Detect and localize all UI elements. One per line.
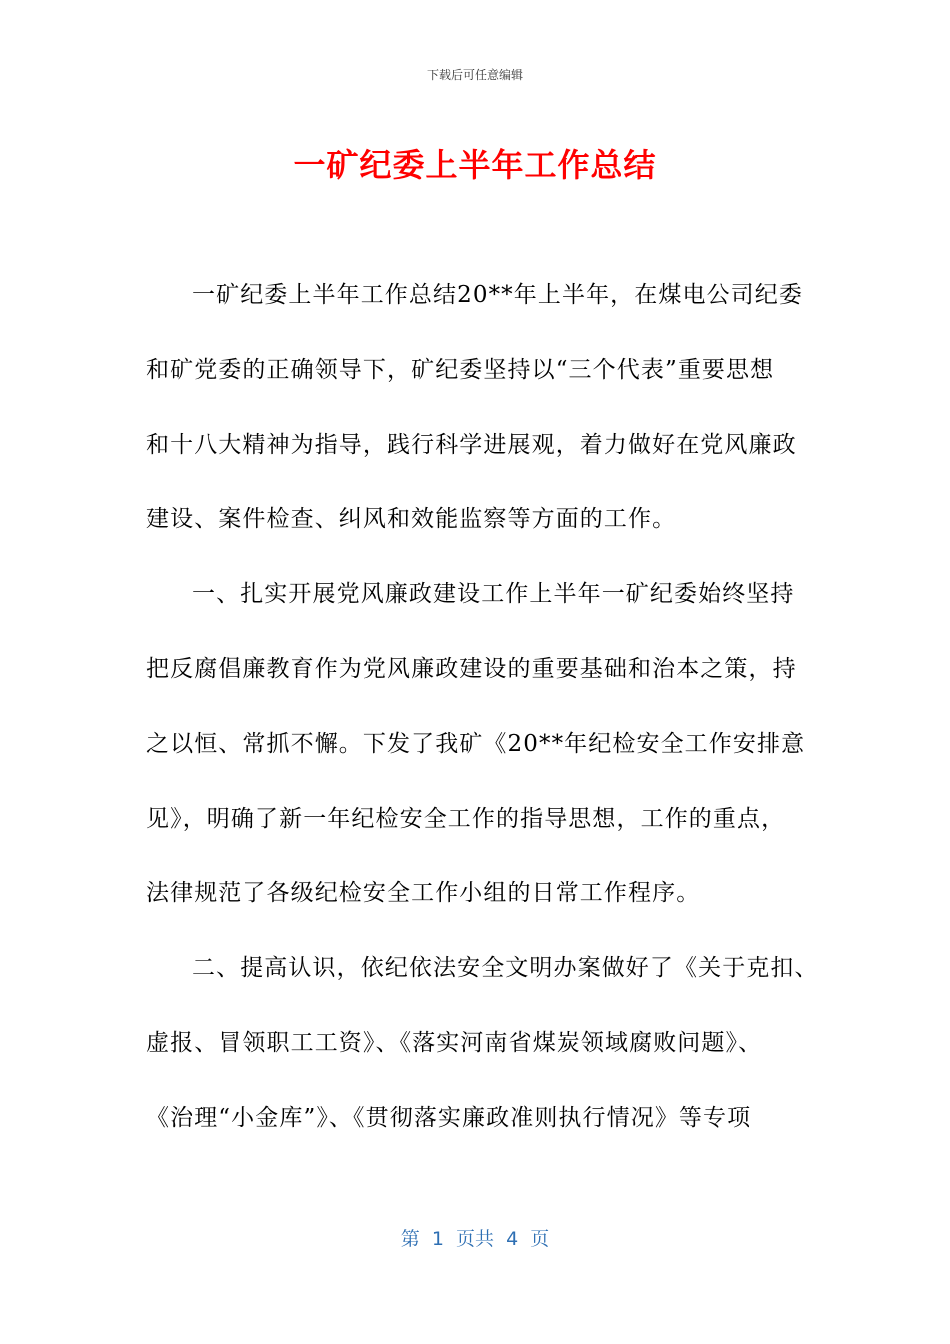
page-footer: 第 1 页共 4 页 — [400, 1228, 550, 1250]
document-body — [146, 258, 819, 1156]
text-line: 把反腐倡廉教育作为党风廉政建设的重要基础和治本之策，持 — [146, 655, 797, 682]
document-title: 一矿纪委上半年工作总结 — [293, 146, 657, 184]
text-line: 虚报、冒领职工工资》、《落实河南省煤炭领域腐败问题》、 — [146, 1029, 763, 1056]
text-line: 《治理“小金库”》、《贯彻落实廉政准则执行情况》等专项 — [146, 1104, 752, 1131]
text-line: 一、扎实开展党风廉政建设工作上半年一矿纪委始终坚持 — [192, 581, 795, 608]
header-note: 下载后可任意编辑 — [426, 68, 523, 82]
text-line: 和十八大精神为指导，践行科学进展观，着力做好在党风廉政 — [146, 431, 797, 458]
text-line: 和矿党委的正确领导下，矿纪委坚持以“三个代表”重要思想 — [146, 356, 775, 383]
text-line: 法律规范了各级纪检安全工作小组的日常工作程序。 — [146, 880, 701, 907]
text-line: 建设、案件检查、纠风和效能监察等方面的工作。 — [146, 506, 677, 533]
text-line: 之以恒、常抓不懈。下发了我矿《20**年纪检安全工作安排意 — [146, 730, 806, 757]
text-line: 一矿纪委上半年工作总结20**年上半年，在煤电公司纪委 — [192, 282, 803, 308]
text-line: 见》，明确了新一年纪检安全工作的指导思想，工作的重点， — [146, 805, 786, 832]
text-line: 二、提高认识，依纪依法安全文明办案做好了《关于克扣、 — [192, 955, 819, 982]
